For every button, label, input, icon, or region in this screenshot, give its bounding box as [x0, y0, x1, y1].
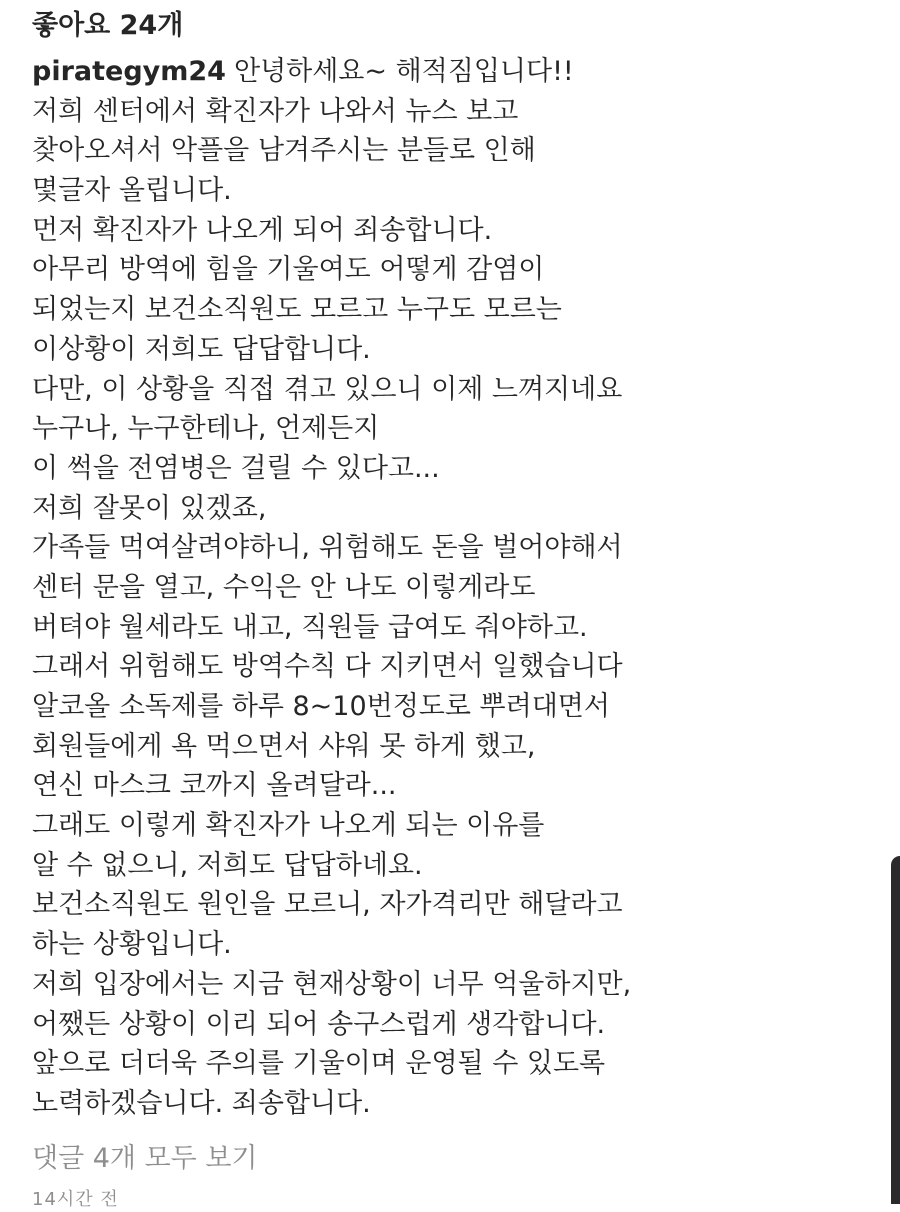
view-all-comments-link[interactable]: 댓글 4개 모두 보기	[32, 1143, 258, 1174]
caption-line: 하는 상황입니다.	[32, 929, 232, 961]
caption-line: 보건소직원도 원인을 모르니, 자가격리만 해달라고	[32, 889, 623, 921]
caption-line: 다만, 이 상황을 직접 겪고 있으니 이제 느껴지네요	[32, 373, 623, 405]
caption-line: 저희 잘못이 있겠죠,	[32, 492, 267, 524]
caption-line: 연신 마스크 코까지 올려달라...	[32, 770, 397, 802]
caption-line: 아무리 방역에 힘을 기울여도 어떻게 감염이	[32, 254, 545, 286]
caption-line: 이 썩을 전염병은 걸릴 수 있다고...	[32, 452, 440, 484]
caption-line: 이상황이 저희도 답답합니다.	[32, 333, 371, 365]
caption-line: 노력하겠습니다. 죄송합니다.	[32, 1087, 371, 1119]
caption-line: 그래도 이렇게 확진자가 나오게 되는 이유를	[32, 810, 545, 842]
username-link[interactable]: pirategym24	[32, 56, 226, 87]
caption-line: 어쨌든 상황이 이리 되어 송구스럽게 생각합니다.	[32, 1008, 606, 1040]
caption-line: 찾아오셔서 악플을 남겨주시는 분들로 인해	[32, 135, 536, 167]
caption-line-text: 안녕하세요~ 해적짐입니다!!	[233, 56, 574, 87]
caption-line: 그래서 위험해도 방역수칙 다 지키면서 일했습니다	[32, 651, 623, 683]
caption-line: 알 수 없으니, 저희도 답답하네요.	[32, 849, 423, 881]
caption-line: 회원들에게 욕 먹으면서 샤워 못 하게 했고,	[32, 730, 536, 762]
caption-line: 되었는지 보건소직원도 모르고 누구도 모르는	[32, 294, 562, 326]
likes-count[interactable]: 좋아요 24개	[32, 10, 184, 41]
caption-line: 버텨야 월세라도 내고, 직원들 급여도 줘야하고.	[32, 611, 588, 643]
caption-line: 저희 입장에서는 지금 현재상황이 너무 억울하지만,	[32, 968, 632, 1000]
caption-line: 센터 문을 열고, 수익은 안 나도 이렇게라도	[32, 571, 536, 603]
caption-line: 저희 센터에서 확진자가 나와서 뉴스 보고	[32, 95, 519, 127]
post-timestamp: 14시간 전	[32, 1189, 119, 1210]
caption-line: 몇글자 올립니다.	[32, 175, 232, 207]
caption-line: 알코올 소독제를 하루 8~10번정도로 뿌려대면서	[32, 691, 610, 722]
post-caption	[32, 52, 872, 1124]
caption-line: 앞으로 더더욱 주의를 기울이며 운영될 수 있도록	[32, 1048, 606, 1080]
caption-line	[32, 52, 872, 92]
caption-line: 누구나, 누구한테나, 언제든지	[32, 413, 380, 445]
scroll-handle[interactable]	[891, 856, 900, 1204]
caption-line: 가족들 먹여살려야하니, 위험해도 돈을 벌어야해서	[32, 532, 623, 564]
caption-line: 먼저 확진자가 나오게 되어 죄송합니다.	[32, 214, 493, 246]
